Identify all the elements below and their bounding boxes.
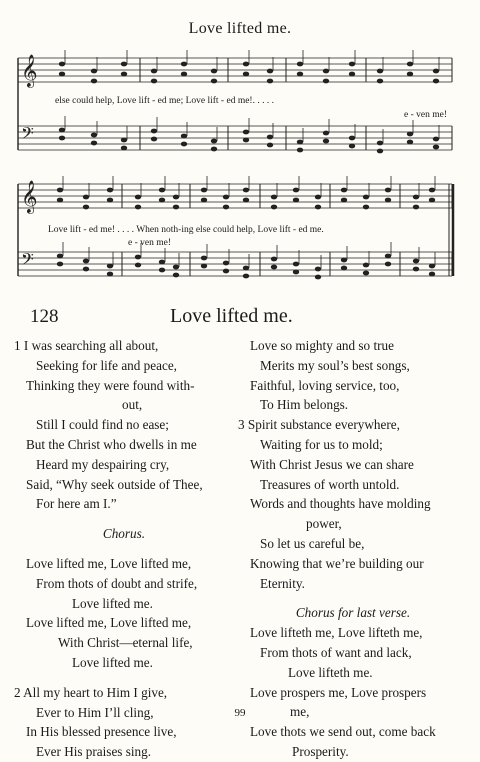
note-head xyxy=(107,188,113,193)
lyric-line: Love lifted me, Love lifted me, xyxy=(26,615,192,631)
note-head xyxy=(91,79,97,84)
note-head xyxy=(135,255,141,260)
note-head xyxy=(243,274,249,279)
hymn-title: Love lifted me. xyxy=(170,305,293,327)
lyric-line: Still I could find no ease; xyxy=(36,417,169,433)
note-head xyxy=(57,262,63,267)
note-head xyxy=(151,69,157,74)
lyric-line: Love thots we send out, come back xyxy=(250,724,436,740)
note-head xyxy=(433,69,439,74)
note-head xyxy=(377,141,383,146)
lyric-line: So let us careful be, xyxy=(260,535,365,551)
note-head xyxy=(243,62,249,67)
note-head xyxy=(107,264,113,269)
note-head xyxy=(271,265,277,270)
lyrics-left-column xyxy=(14,336,234,762)
note-head xyxy=(323,131,329,136)
chorus-heading: Chorus for last verse. xyxy=(295,605,411,621)
note-head xyxy=(407,62,413,67)
lyric-line: To Him belongs. xyxy=(260,397,349,413)
note-head xyxy=(159,268,165,273)
note-head xyxy=(121,138,127,143)
note-head xyxy=(57,188,63,193)
note-head xyxy=(315,275,321,280)
lyric-line: With Christ—eternal life, xyxy=(58,635,193,651)
note-head xyxy=(59,128,65,133)
note-head xyxy=(201,256,207,261)
lyric-line: For here am I.” xyxy=(36,496,117,512)
note-head xyxy=(377,79,383,84)
lyric-line: power, xyxy=(306,516,342,532)
note-head xyxy=(91,69,97,74)
score-lyrics-1a: else could help, Love lift - ed me; Love lift - ed me!. . . . . xyxy=(55,96,274,106)
page-number: 99 xyxy=(234,707,246,719)
lyric-line: Love so mighty and so true xyxy=(250,338,394,353)
music-score xyxy=(0,0,480,300)
note-head xyxy=(363,271,369,276)
note-head xyxy=(59,136,65,141)
note-head xyxy=(413,259,419,264)
note-head xyxy=(429,188,435,193)
note-head xyxy=(223,261,229,266)
lyric-line: From thots of want and lack, xyxy=(260,644,412,660)
lyric-line: Heard my despairing cry, xyxy=(36,456,170,472)
note-head xyxy=(413,267,419,272)
note-head xyxy=(377,149,383,154)
note-head xyxy=(83,267,89,272)
note-head xyxy=(121,62,127,67)
note-head xyxy=(223,195,229,200)
lyric-line: Faithful, loving service, too, xyxy=(250,377,400,393)
note-head xyxy=(297,140,303,145)
note-head xyxy=(83,205,89,210)
lyric-line: out, xyxy=(122,397,143,413)
note-head xyxy=(135,263,141,268)
note-head xyxy=(243,72,249,77)
note-head xyxy=(407,72,413,77)
note-head xyxy=(181,134,187,139)
note-head xyxy=(315,195,321,200)
note-head xyxy=(349,136,355,141)
note-head xyxy=(413,205,419,210)
lyric-line: Waiting for us to mold; xyxy=(260,436,383,452)
note-head xyxy=(271,195,277,200)
lyric-line: Love lifted me. xyxy=(72,595,153,611)
lyric-line: Thinking they were found with- xyxy=(26,377,195,393)
note-head xyxy=(341,258,347,263)
note-head xyxy=(323,79,329,84)
note-head xyxy=(201,198,207,203)
running-title: Love lifted me. xyxy=(188,20,292,37)
note-head xyxy=(267,79,273,84)
note-head xyxy=(211,139,217,144)
lyric-line: Seeking for life and peace, xyxy=(36,357,177,373)
note-head xyxy=(267,135,273,140)
note-head xyxy=(159,198,165,203)
note-head xyxy=(243,198,249,203)
lyric-line: With Christ Jesus we can share xyxy=(250,456,414,472)
note-head xyxy=(433,79,439,84)
lyric-line: Words and thoughts have molding xyxy=(250,496,431,512)
note-head xyxy=(107,198,113,203)
note-head xyxy=(91,133,97,138)
lyrics-right-column xyxy=(238,336,468,762)
note-head xyxy=(173,273,179,278)
note-head xyxy=(429,272,435,277)
note-head xyxy=(297,148,303,153)
note-head xyxy=(293,270,299,275)
lyric-line: From thots of doubt and strife, xyxy=(36,575,198,591)
note-head xyxy=(385,188,391,193)
note-head xyxy=(323,139,329,144)
note-head xyxy=(83,259,89,264)
lyric-line: me, xyxy=(290,704,310,720)
note-head xyxy=(341,188,347,193)
note-head xyxy=(201,188,207,193)
note-head xyxy=(293,188,299,193)
score-lyrics-1b: e - ven me! xyxy=(404,110,447,120)
note-head xyxy=(433,145,439,150)
lyric-line: Love prospers me, Love prospers xyxy=(250,684,427,700)
lyric-line: 2 All my heart to Him I give, xyxy=(14,684,168,700)
chorus-heading: Chorus. xyxy=(102,526,146,542)
note-head xyxy=(151,137,157,142)
lyric-line: In His blessed presence live, xyxy=(26,724,177,740)
note-head xyxy=(107,272,113,277)
note-head xyxy=(293,198,299,203)
note-head xyxy=(151,129,157,134)
note-head xyxy=(349,72,355,77)
lyric-line: Said, “Why seek outside of Thee, xyxy=(26,476,203,492)
note-head xyxy=(363,263,369,268)
bass-clef-icon: 𝄢 xyxy=(21,251,34,273)
note-head xyxy=(181,62,187,67)
note-head xyxy=(433,137,439,142)
note-head xyxy=(159,260,165,265)
note-head xyxy=(385,198,391,203)
note-head xyxy=(211,69,217,74)
note-head xyxy=(377,69,383,74)
note-head xyxy=(349,62,355,67)
note-head xyxy=(135,205,141,210)
note-head xyxy=(211,147,217,152)
note-head xyxy=(243,188,249,193)
lyric-line: 1 I was searching all about, xyxy=(14,338,159,353)
note-head xyxy=(151,79,157,84)
note-head xyxy=(385,254,391,259)
lyric-line: Love lifted me. xyxy=(72,654,153,670)
note-head xyxy=(293,262,299,267)
lyric-line: Ever to Him I’ll cling, xyxy=(36,704,154,720)
note-head xyxy=(243,266,249,271)
note-head xyxy=(407,140,413,145)
lyric-line: Love lifteth me, Love lifteth me, xyxy=(250,625,423,641)
note-head xyxy=(211,79,217,84)
hymn-number: 128 xyxy=(30,306,59,327)
note-head xyxy=(121,72,127,77)
note-head xyxy=(91,141,97,146)
note-head xyxy=(315,267,321,272)
note-head xyxy=(429,198,435,203)
note-head xyxy=(135,195,141,200)
lyric-line: Love lifted me, Love lifted me, xyxy=(26,555,192,571)
lyric-line: Ever His praises sing. xyxy=(36,744,152,760)
note-head xyxy=(223,269,229,274)
lyric-line: 3 Spirit substance everywhere, xyxy=(238,417,400,433)
note-head xyxy=(173,265,179,270)
lyric-line: Love lifteth me. xyxy=(288,664,373,680)
note-head xyxy=(173,195,179,200)
note-head xyxy=(121,146,127,151)
note-head xyxy=(83,195,89,200)
treble-clef-icon: 𝄞 xyxy=(21,182,38,213)
note-head xyxy=(363,195,369,200)
note-head xyxy=(349,144,355,149)
note-head xyxy=(363,205,369,210)
lyric-line: Eternity. xyxy=(260,575,305,591)
note-head xyxy=(223,205,229,210)
lyric-line: But the Christ who dwells in me xyxy=(26,436,197,452)
note-head xyxy=(243,130,249,135)
note-head xyxy=(297,62,303,67)
note-head xyxy=(181,72,187,77)
note-head xyxy=(271,257,277,262)
score-lyrics-2b: e - ven me! xyxy=(128,238,171,248)
note-head xyxy=(201,264,207,269)
score-lyrics-2a: Love lift - ed me! . . . . When noth-ing else could help, Love lift - ed me. xyxy=(48,225,324,235)
note-head xyxy=(341,266,347,271)
note-head xyxy=(315,205,321,210)
lyric-line: Knowing that we’re building our xyxy=(250,555,424,571)
lyric-line: Merits my soul’s best songs, xyxy=(260,357,410,373)
lyric-line: Prosperity. xyxy=(292,743,349,759)
note-head xyxy=(385,262,391,267)
lyric-line: Treasures of worth untold. xyxy=(260,476,400,492)
note-head xyxy=(429,264,435,269)
note-head xyxy=(59,62,65,67)
note-head xyxy=(341,198,347,203)
note-head xyxy=(173,205,179,210)
note-head xyxy=(407,132,413,137)
note-head xyxy=(159,188,165,193)
note-head xyxy=(57,198,63,203)
note-head xyxy=(297,72,303,77)
note-head xyxy=(59,72,65,77)
note-head xyxy=(323,69,329,74)
note-head xyxy=(271,205,277,210)
note-head xyxy=(243,138,249,143)
note-head xyxy=(267,143,273,148)
treble-clef-icon: 𝄞 xyxy=(21,56,38,87)
note-head xyxy=(267,69,273,74)
note-head xyxy=(413,195,419,200)
note-head xyxy=(181,142,187,147)
bass-clef-icon: 𝄢 xyxy=(21,125,34,147)
note-head xyxy=(57,254,63,259)
